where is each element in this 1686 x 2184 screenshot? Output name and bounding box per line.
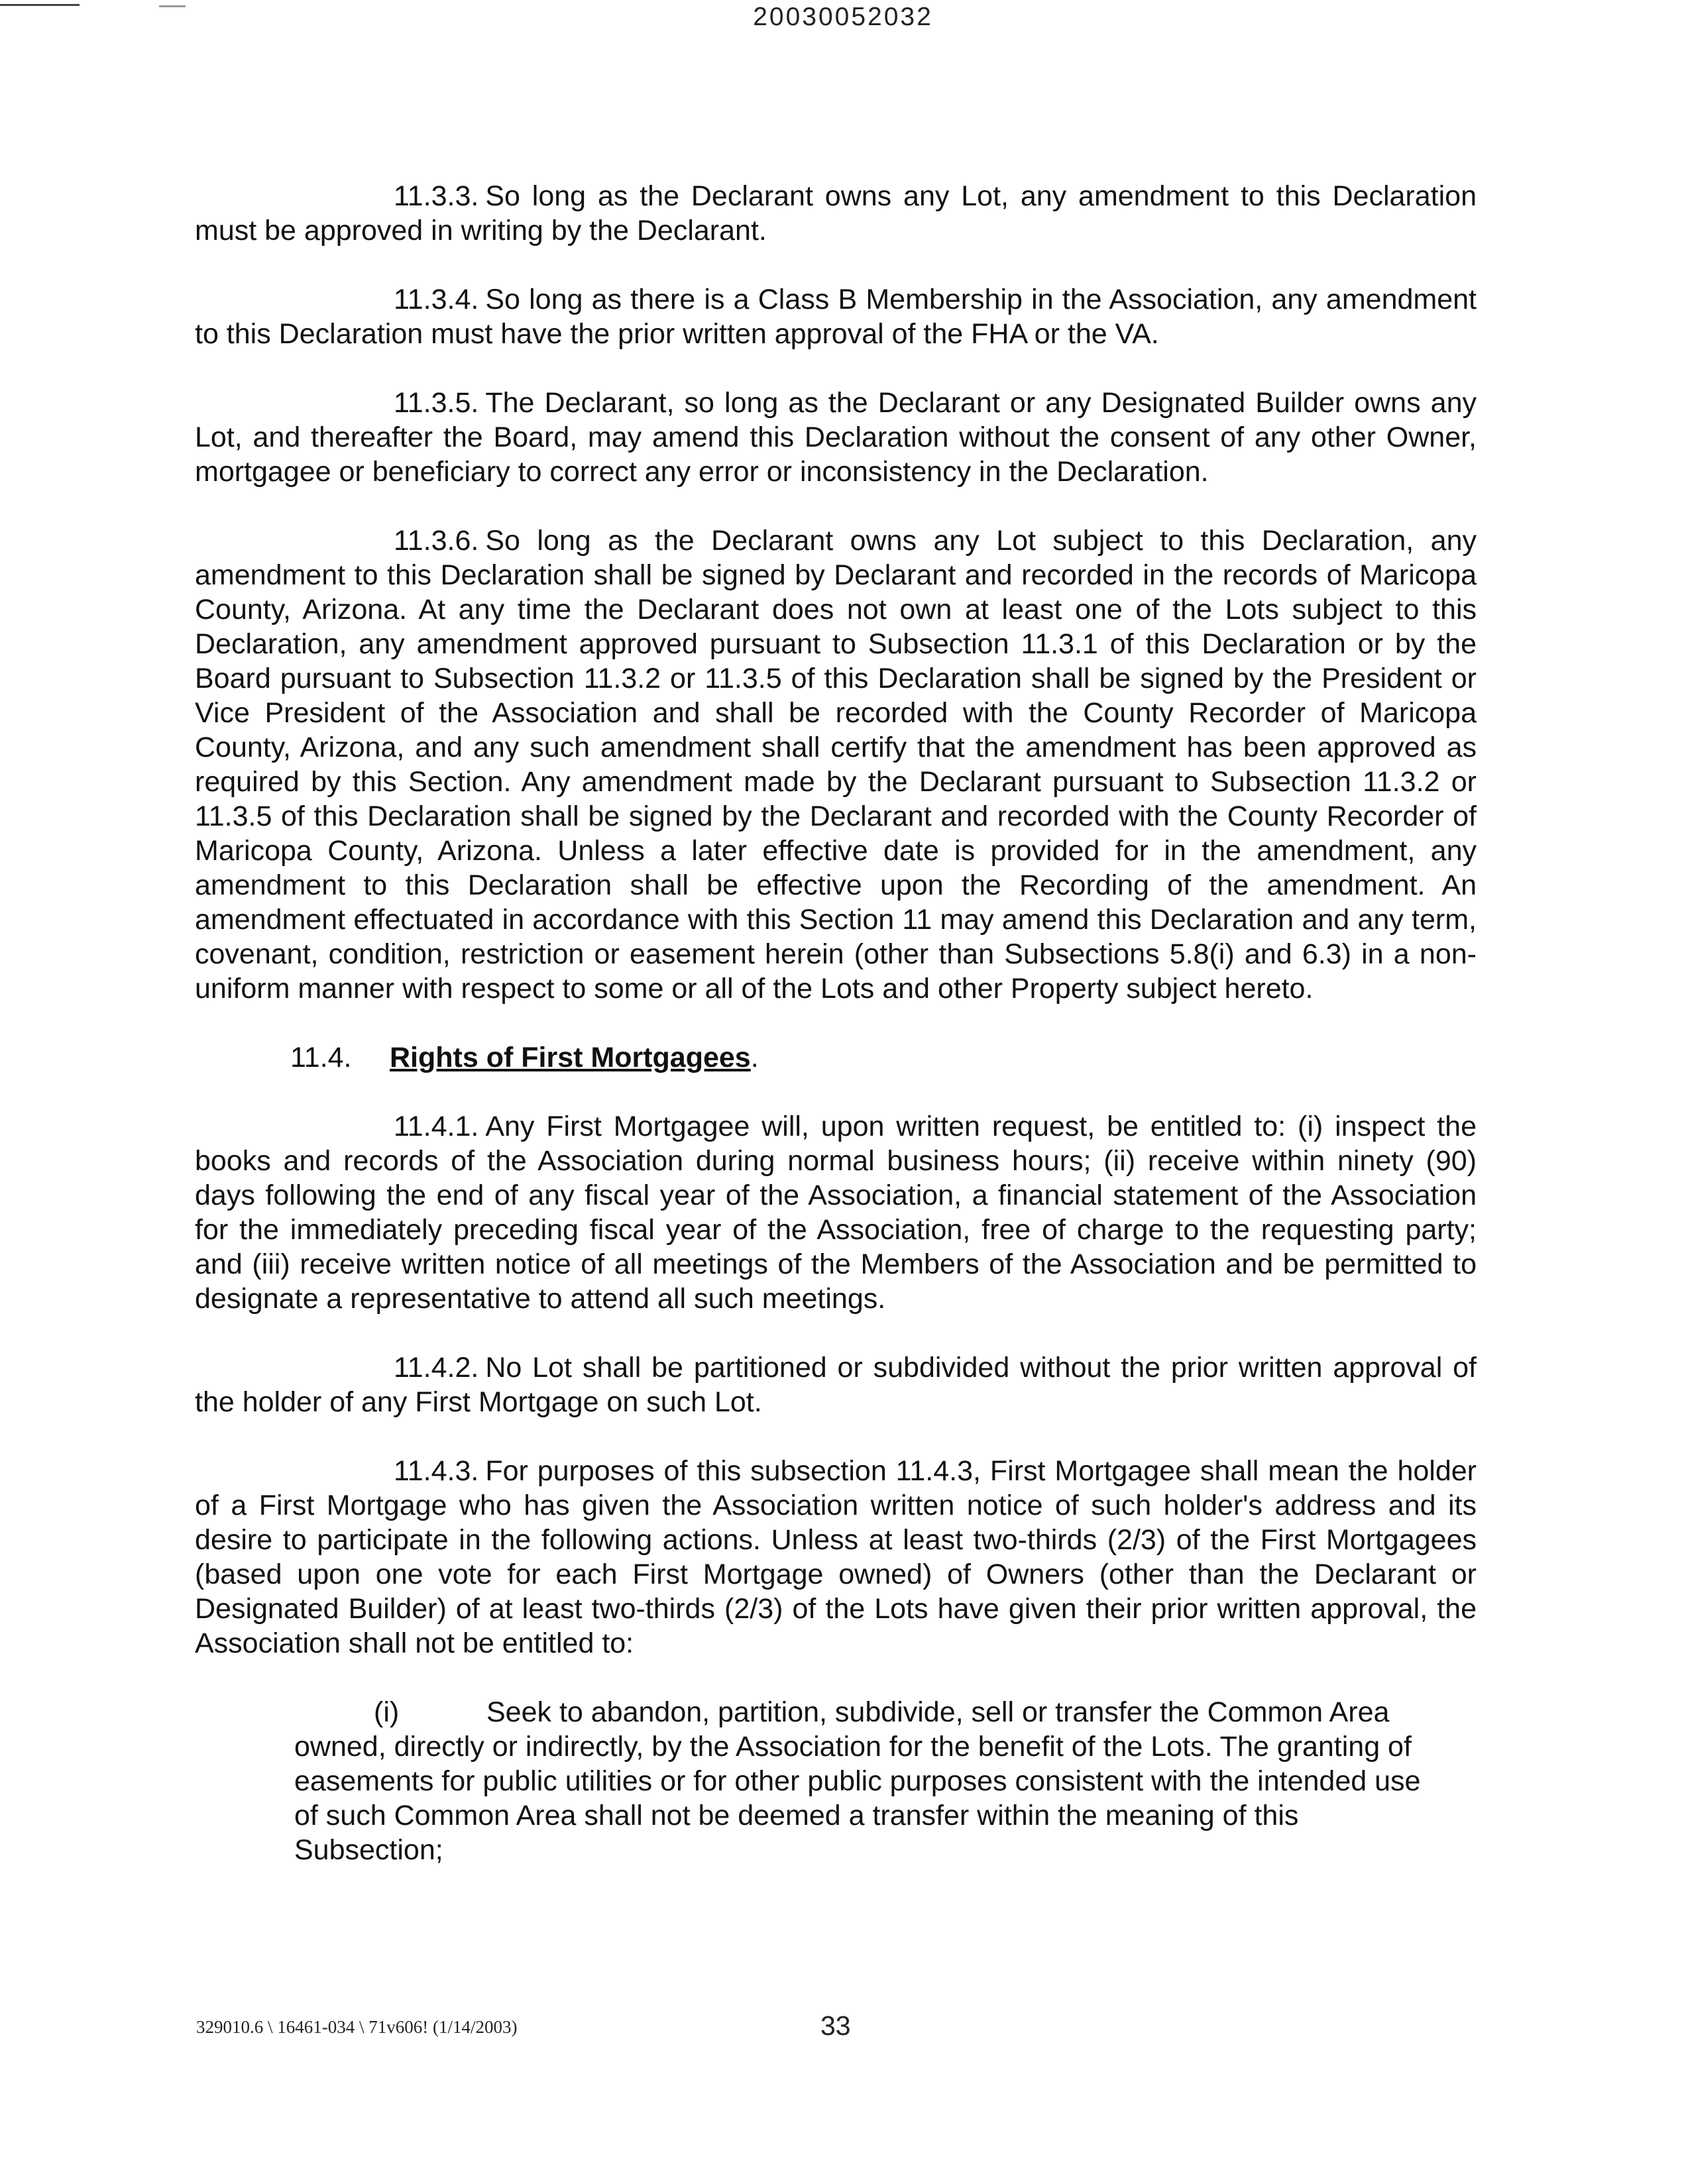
- paragraph-number: 11.4.3.: [394, 1455, 479, 1487]
- paragraph-11-4-1: [195, 1109, 1477, 1316]
- page-number: 33: [820, 2010, 851, 2041]
- sub-item-text: Seek to abandon, partition, subdivide, sell or transfer the Common Area owned, directly or indirectly, by the Association for the benefit of the Lots. The granting of easements for public utilities or for other public purposes consistent with the intended use of such Common Area shall not be deemed a transfer within the meaning of this Subsection;: [294, 1696, 1421, 1866]
- sub-item-number: (i): [374, 1696, 400, 1728]
- document-number: 20030052032: [753, 3, 933, 31]
- paragraph-text: The Declarant, so long as the Declarant or any Designated Builder owns any Lot, and thereafter the Board, may amend this Declaration without the consent of any other Owner, mortgagee or beneficiary to correct any error or inconsistency in the Declaration.: [195, 387, 1477, 488]
- paragraph-text: For purposes of this subsection 11.4.3, First Mortgagee shall mean the holder of a First Mortgage who has given the Association written notice of such holder's address and its desire to participate in the following actions. Unless at least two-thirds (2/3) of the First Mortgagees (based upon one vote for each First Mortgage owned) of Owners (other than the Declarant or Designated Builder) of at least two-thirds (2/3) of the Lots have given their prior written approval, the Association shall not be entitled to:: [195, 1455, 1477, 1659]
- paragraph-11-3-4: [195, 282, 1477, 351]
- paragraph-11-4-3: [195, 1454, 1477, 1661]
- document-body: [195, 179, 1477, 1902]
- paragraph-number: 11.4.2.: [394, 1352, 479, 1384]
- paragraph-number: 11.4.1.: [394, 1111, 479, 1142]
- section-title-suffix: .: [750, 1042, 759, 1073]
- footer-document-id: 329010.6 \ 16461-034 \ 71v606! (1/14/2003): [196, 2017, 518, 2037]
- paragraph-11-4-2: [195, 1350, 1477, 1419]
- paragraph-11-3-5: [195, 386, 1477, 489]
- paragraph-number: 11.3.3.: [394, 180, 479, 212]
- paragraph-number: 11.3.5.: [394, 387, 479, 419]
- paragraph-text: So long as the Declarant owns any Lot, any amendment to this Declaration must be approved in writing by the Declarant.: [195, 180, 1477, 246]
- paragraph-number: 11.3.6.: [394, 525, 479, 557]
- paragraph-text: No Lot shall be partitioned or subdivided without the prior written approval of the holder of any First Mortgage on such Lot.: [195, 1352, 1477, 1418]
- paragraph-11-3-6: [195, 523, 1477, 1006]
- paragraph-11-3-3: [195, 179, 1477, 248]
- paragraph-text: Any First Mortgagee will, upon written request, be entitled to: (i) inspect the books and records of the Association during normal business hours; (ii) receive within ninety (90) days following the end of any fiscal year of the Association, a financial statement of the Association for the immediately preceding fiscal year of the Association, free of charge to the requesting party; and (iii) receive written notice of all meetings of the Members of the Association and be permitted to designate a representative to attend all such meetings.: [195, 1111, 1477, 1315]
- section-title: Rights of First Mortgagees: [390, 1042, 751, 1073]
- sub-item-i: [195, 1695, 1477, 1867]
- paragraph-text: So long as there is a Class B Membership in the Association, any amendment to this Declaration must have the prior written approval of the FHA or the VA.: [195, 284, 1477, 350]
- section-heading-11-4: [195, 1040, 1477, 1075]
- section-number: 11.4.: [290, 1042, 352, 1073]
- paragraph-text: So long as the Declarant owns any Lot subject to this Declaration, any amendment to this Declaration shall be signed by Declarant and recorded in the records of Maricopa County, Arizona. At any time the Declarant does not own at least one of the Lots subject to this Declaration, any amendment approved pursuant to Subsection 11.3.1 of this Declaration or by the Board pursuant to Subsection 11.3.2 or 11.3.5 of this Declaration shall be signed by the President or Vice President of the Association and shall be recorded with the County Recorder of Maricopa County, Arizona, and any such amendment shall certify that the amendment has been approved as required by this Section. Any amendment made by the Declarant pursuant to Subsection 11.3.2 or 11.3.5 of this Declaration shall be signed by the Declarant and recorded with the County Recorder of Maricopa County, Arizona. Unless a later effective date is provided for in the amendment, any amendment to this Declaration shall be effective upon the Recording of the amendment. An amendment effectuated in accordance with this Section 11 may amend this Declaration and any term, covenant, condition, restriction or easement herein (other than Subsections 5.8(i) and 6.3) in a non-uniform manner with respect to some or all of the Lots and other Property subject hereto.: [195, 525, 1477, 1005]
- paragraph-number: 11.3.4.: [394, 284, 479, 315]
